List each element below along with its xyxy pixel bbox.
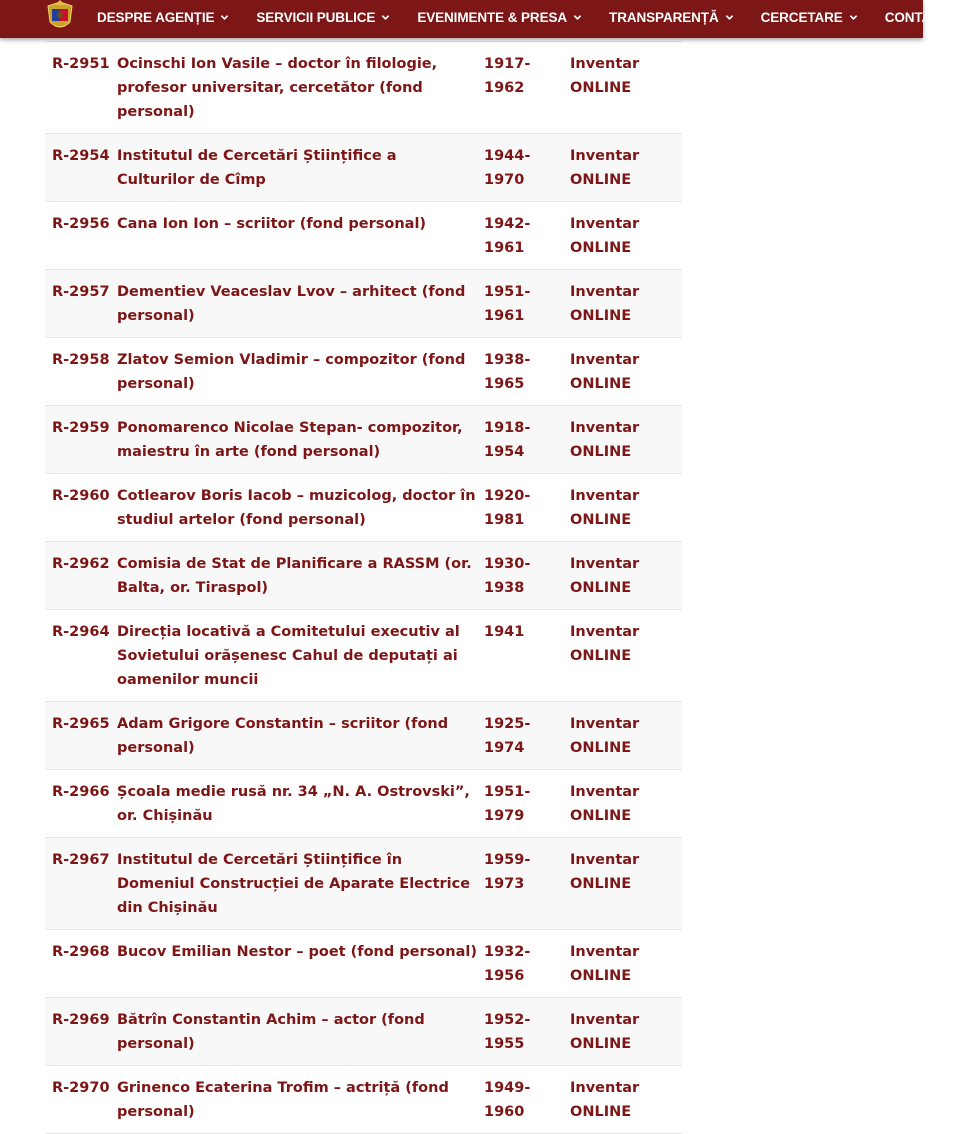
inventory-link[interactable]: Inventar ONLINE — [570, 556, 640, 596]
table-row — [45, 474, 682, 542]
inventory-link[interactable]: Inventar ONLINE — [570, 784, 640, 824]
chevron-down-icon — [849, 13, 858, 22]
fond-name: Institutul de Cercetări Științifice în Domeniul Construcției de Aparate Electrice din Chișinău — [117, 852, 471, 916]
menu-transparenta[interactable] — [609, 0, 734, 34]
fond-code: R-2965 — [52, 716, 110, 732]
fond-code: R-2969 — [52, 1012, 110, 1028]
table-row — [45, 406, 682, 474]
fond-years: 1920-1981 — [484, 488, 531, 528]
fond-years: 1917-1962 — [484, 56, 531, 96]
menu-label: TRANSPARENȚĂ — [609, 9, 719, 25]
fond-years: 1932-1956 — [484, 944, 531, 984]
fond-name: Bătrîn Constantin Achim – actor (fond personal) — [117, 1012, 425, 1052]
fond-code: R-2951 — [52, 56, 110, 72]
menu-label: CERCETARE — [760, 9, 843, 25]
fond-code: R-2964 — [52, 624, 110, 640]
moldova-coat-of-arms-icon[interactable] — [44, 0, 76, 34]
table-row — [45, 702, 682, 770]
table-body — [45, 42, 682, 1134]
fond-code: R-2968 — [52, 944, 110, 960]
inventory-link[interactable]: Inventar ONLINE — [570, 624, 640, 664]
menu-label: DESPRE AGENȚIE — [97, 9, 215, 25]
inventory-link[interactable]: Inventar ONLINE — [570, 216, 640, 256]
table-row — [45, 42, 682, 134]
menu-label: EVENIMENTE & PRESA — [417, 9, 568, 25]
fond-name: Zlatov Semion Vladimir – compozitor (fond personal) — [117, 352, 466, 392]
menu-servicii-publice[interactable] — [256, 0, 390, 34]
fond-code: R-2959 — [52, 420, 110, 436]
fond-years: 1938-1965 — [484, 352, 531, 392]
fond-name: Dementiev Veaceslav Lvov – arhitect (fond personal) — [117, 284, 466, 324]
fond-years: 1918-1954 — [484, 420, 531, 460]
fond-name: Cotlearov Boris Iacob – muzicolog, doctor în studiul artelor (fond personal) — [117, 488, 476, 528]
fond-name: Bucov Emilian Nestor – poet (fond personal) — [117, 944, 477, 960]
fond-name: Cana Ion Ion – scriitor (fond personal) — [117, 216, 427, 232]
fond-years: 1951-1979 — [484, 784, 531, 824]
table-row — [45, 338, 682, 406]
inventory-link[interactable]: Inventar ONLINE — [570, 488, 640, 528]
menu-despre-agentie[interactable] — [97, 0, 229, 34]
table-row — [45, 770, 682, 838]
fond-years: 1959-1973 — [484, 852, 531, 892]
inventory-link[interactable]: Inventar ONLINE — [570, 716, 640, 756]
inventory-link[interactable]: Inventar ONLINE — [570, 420, 640, 460]
fonds-table — [45, 38, 682, 1134]
fond-code: R-2957 — [52, 284, 110, 300]
fond-name: Grinenco Ecaterina Trofim – actriță (fond personal) — [117, 1080, 449, 1120]
fond-years: 1952-1955 — [484, 1012, 531, 1052]
main-menu — [97, 0, 973, 34]
inventory-link[interactable]: Inventar ONLINE — [570, 944, 640, 984]
table-row — [45, 202, 682, 270]
fond-name: Institutul de Cercetări Științifice a Culturilor de Cîmp — [117, 148, 397, 188]
chevron-down-icon — [725, 13, 734, 22]
chevron-down-icon — [573, 13, 582, 22]
fond-years: 1942-1961 — [484, 216, 531, 256]
fond-code: R-2970 — [52, 1080, 110, 1096]
inventory-link[interactable]: Inventar ONLINE — [570, 284, 640, 324]
table-row — [45, 1066, 682, 1134]
fond-code: R-2958 — [52, 352, 110, 368]
inventory-link[interactable]: Inventar ONLINE — [570, 148, 640, 188]
fond-years: 1925-1974 — [484, 716, 531, 756]
table-row — [45, 998, 682, 1066]
fond-code: R-2956 — [52, 216, 110, 232]
table-row — [45, 270, 682, 338]
inventory-link[interactable]: Inventar ONLINE — [570, 852, 640, 892]
fond-code: R-2960 — [52, 488, 110, 504]
inventory-link[interactable]: Inventar ONLINE — [570, 352, 640, 392]
fond-name: Adam Grigore Constantin – scriitor (fond personal) — [117, 716, 449, 756]
chevron-down-icon — [964, 13, 973, 22]
inventory-link[interactable]: Inventar ONLINE — [570, 1012, 640, 1052]
inventory-link[interactable]: Inventar ONLINE — [570, 56, 640, 96]
fond-name: Direcția locativă a Comitetului executiv al Sovietului orășenesc Cahul de deputați ai oamenilor muncii — [117, 624, 460, 688]
table-row — [45, 542, 682, 610]
menu-label: CONTACTE — [884, 9, 958, 25]
menu-cercetare[interactable] — [761, 0, 858, 34]
fond-code: R-2954 — [52, 148, 110, 164]
fond-code: R-2966 — [52, 784, 110, 800]
fond-years: 1944-1970 — [484, 148, 531, 188]
chevron-down-icon — [381, 13, 390, 22]
fond-name: Școala medie rusă nr. 34 „N. A. Ostrovski”, or. Chișinău — [117, 784, 470, 824]
fond-code: R-2962 — [52, 556, 110, 572]
table-row — [45, 610, 682, 702]
table-row — [45, 930, 682, 998]
fond-years: 1930-1938 — [484, 556, 531, 596]
fond-name: Ocinschi Ion Vasile – doctor în filologie, profesor universitar, cercetător (fond personal) — [117, 56, 438, 120]
chevron-down-icon — [220, 13, 229, 22]
fond-name: Ponomarenco Nicolae Stepan- compozitor, maiestru în arte (fond personal) — [117, 420, 463, 460]
fond-name: Comisia de Stat de Planificare a RASSM (or. Balta, or. Tiraspol) — [117, 556, 472, 596]
fond-years: 1949-1960 — [484, 1080, 531, 1120]
fond-years: 1951-1961 — [484, 284, 531, 324]
table-row — [45, 134, 682, 202]
inventory-link[interactable]: Inventar ONLINE — [570, 1080, 640, 1120]
menu-evenimente-presa[interactable] — [417, 0, 582, 34]
top-navbar — [0, 0, 958, 38]
fond-years: 1941 — [484, 624, 525, 640]
menu-label: SERVICII PUBLICE — [256, 9, 376, 25]
menu-contacte[interactable] — [885, 0, 973, 34]
fond-code: R-2967 — [52, 852, 110, 868]
table-row — [45, 838, 682, 930]
